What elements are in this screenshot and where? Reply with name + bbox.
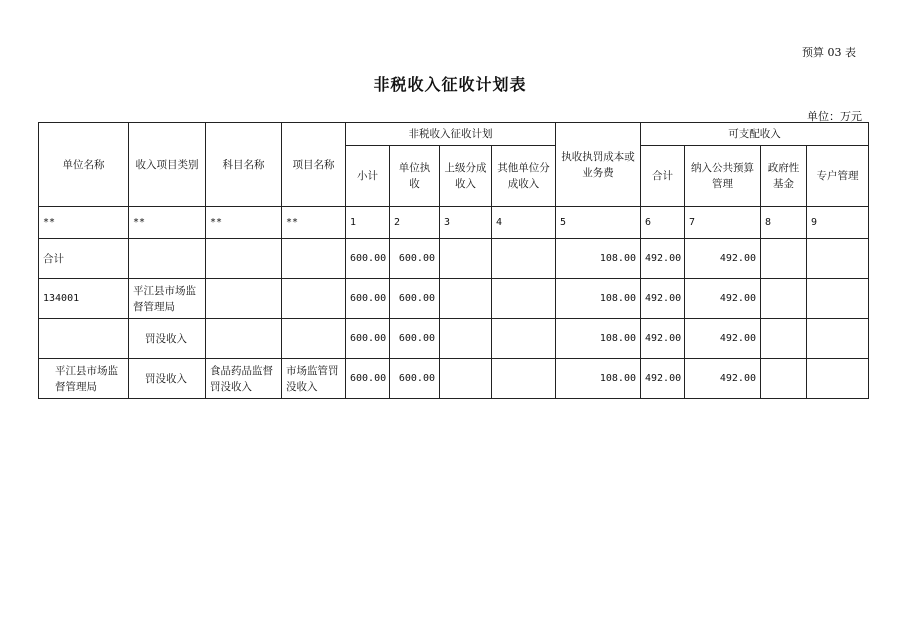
code-row <box>39 207 869 239</box>
cell-unit-collect: 600.00 <box>390 239 440 279</box>
cell-unit-collect: 600.00 <box>390 319 440 359</box>
code-cell: ** <box>206 207 282 239</box>
cell-item: 市场监管罚没收入 <box>282 359 346 399</box>
code-cell: 7 <box>685 207 761 239</box>
cell-unit: 合计 <box>39 239 129 279</box>
cell-category: 平江县市场监督管理局 <box>129 279 206 319</box>
cell-total: 492.00 <box>641 279 685 319</box>
cell-gov-fund <box>761 279 807 319</box>
cell-upper-share <box>440 239 492 279</box>
cell-category: 罚没收入 <box>129 359 206 399</box>
cell-special-account <box>807 319 869 359</box>
cell-special-account <box>807 239 869 279</box>
code-cell: ** <box>39 207 129 239</box>
cell-unit-collect: 600.00 <box>390 359 440 399</box>
code-cell: 8 <box>761 207 807 239</box>
cell-upper-share <box>440 359 492 399</box>
cell-special-account <box>807 279 869 319</box>
table-row <box>39 239 869 279</box>
header-income-category: 收入项目类别 <box>129 123 206 207</box>
header-available-group: 可支配收入 <box>641 123 869 146</box>
cell-enforcement-cost: 108.00 <box>556 319 641 359</box>
cell-unit <box>39 319 129 359</box>
cell-other-share <box>492 239 556 279</box>
table-row <box>39 319 869 359</box>
header-upper-share: 上级分成收入 <box>440 146 492 207</box>
cell-upper-share <box>440 279 492 319</box>
cell-enforcement-cost: 108.00 <box>556 359 641 399</box>
cell-subtotal: 600.00 <box>346 319 390 359</box>
header-public-budget: 纳入公共预算管理 <box>685 146 761 207</box>
cell-public-budget: 492.00 <box>685 279 761 319</box>
cell-total: 492.00 <box>641 359 685 399</box>
header-special-account: 专户管理 <box>807 146 869 207</box>
code-cell: 1 <box>346 207 390 239</box>
code-cell: 3 <box>440 207 492 239</box>
header-plan-group: 非税收入征收计划 <box>346 123 556 146</box>
code-cell: 4 <box>492 207 556 239</box>
cell-enforcement-cost: 108.00 <box>556 239 641 279</box>
cell-subtotal: 600.00 <box>346 359 390 399</box>
code-cell: 9 <box>807 207 869 239</box>
code-cell: ** <box>282 207 346 239</box>
cell-total: 492.00 <box>641 239 685 279</box>
cell-other-share <box>492 279 556 319</box>
cell-enforcement-cost: 108.00 <box>556 279 641 319</box>
cell-gov-fund <box>761 319 807 359</box>
cell-subject: 食品药品监督罚没收入 <box>206 359 282 399</box>
code-cell: 5 <box>556 207 641 239</box>
cell-subject <box>206 239 282 279</box>
header-unit-collect: 单位执收 <box>390 146 440 207</box>
form-number: 预算 03 表 <box>802 46 856 59</box>
cell-unit-collect: 600.00 <box>390 279 440 319</box>
cell-item <box>282 239 346 279</box>
revenue-plan-table <box>38 122 869 399</box>
header-enforcement-cost: 执收执罚成本或业务费 <box>556 123 641 207</box>
cell-subject <box>206 319 282 359</box>
code-cell: 2 <box>390 207 440 239</box>
code-cell: ** <box>129 207 206 239</box>
unit-label: 单位：万元 <box>807 110 862 123</box>
table-row <box>39 359 869 399</box>
cell-gov-fund <box>761 359 807 399</box>
cell-item <box>282 319 346 359</box>
cell-public-budget: 492.00 <box>685 239 761 279</box>
cell-public-budget: 492.00 <box>685 319 761 359</box>
header-other-share: 其他单位分成收入 <box>492 146 556 207</box>
cell-other-share <box>492 319 556 359</box>
page-title: 非税收入征收计划表 <box>373 75 527 94</box>
cell-other-share <box>492 359 556 399</box>
cell-item <box>282 279 346 319</box>
cell-subject <box>206 279 282 319</box>
cell-special-account <box>807 359 869 399</box>
header-subtotal: 小计 <box>346 146 390 207</box>
header-gov-fund: 政府性基金 <box>761 146 807 207</box>
header-item-name: 项目名称 <box>282 123 346 207</box>
cell-category: 罚没收入 <box>129 319 206 359</box>
cell-upper-share <box>440 319 492 359</box>
cell-public-budget: 492.00 <box>685 359 761 399</box>
cell-subtotal: 600.00 <box>346 279 390 319</box>
cell-gov-fund <box>761 239 807 279</box>
code-cell: 6 <box>641 207 685 239</box>
header-unit-name: 单位名称 <box>39 123 129 207</box>
header-row-1 <box>39 123 869 146</box>
header-total: 合计 <box>641 146 685 207</box>
cell-category <box>129 239 206 279</box>
cell-total: 492.00 <box>641 319 685 359</box>
cell-unit: 134001 <box>39 279 129 319</box>
cell-subtotal: 600.00 <box>346 239 390 279</box>
cell-unit: 平江县市场监督管理局 <box>39 359 129 399</box>
header-subject-name: 科目名称 <box>206 123 282 207</box>
table-row <box>39 279 869 319</box>
